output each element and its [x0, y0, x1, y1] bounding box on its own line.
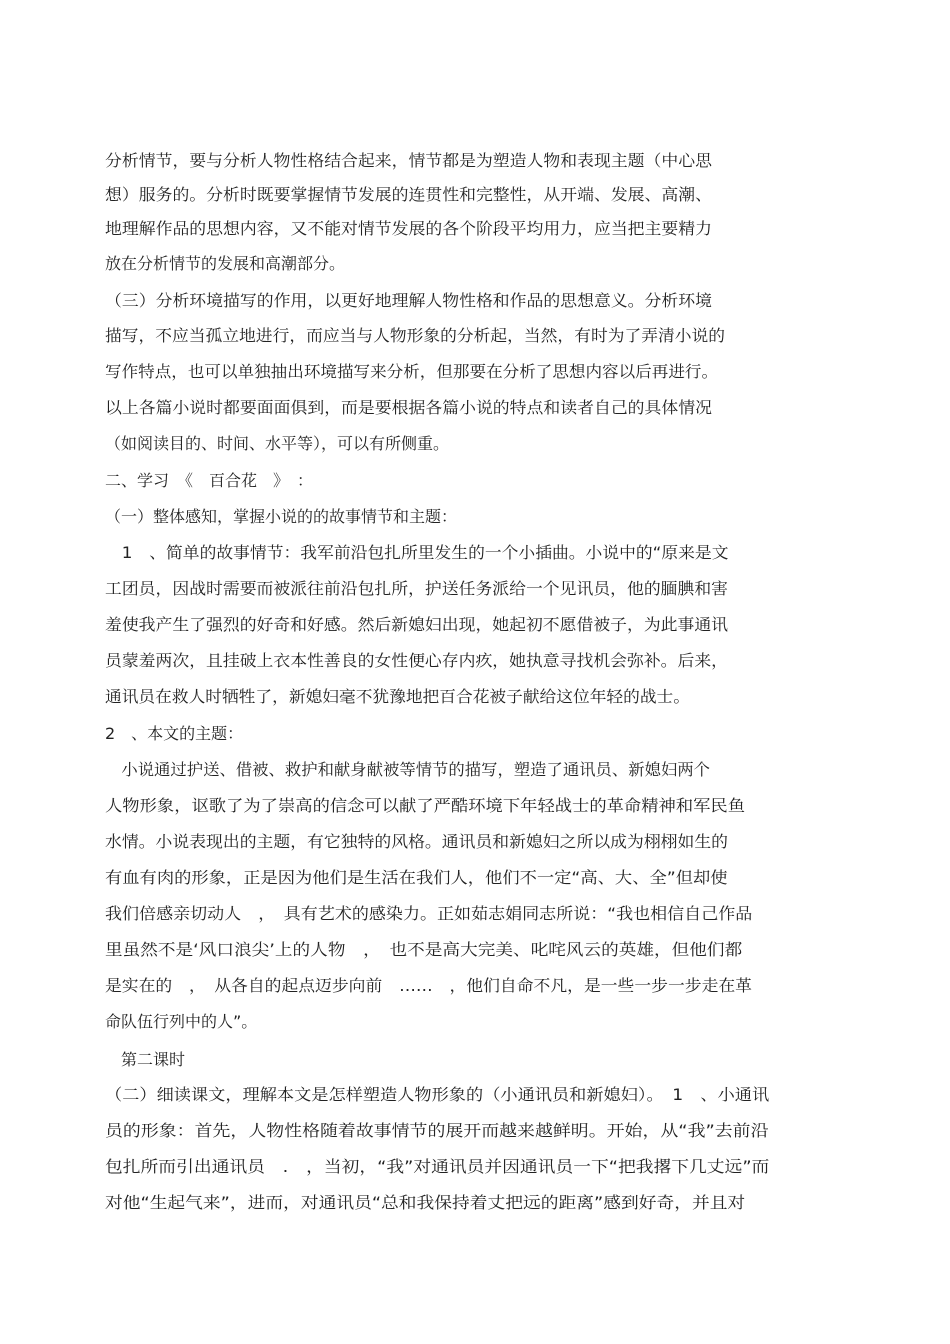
- text-line: 以上各篇小说时都要面面俱到，而是要根据各篇小说的特点和读者自己的具体情况: [105, 398, 713, 417]
- text-line: 写作特点，也可以单独抽出环境描写来分析，但那要在分析了思想内容以后再进行。: [105, 362, 719, 381]
- text-line: 放在分析情节的发展和高潮部分。: [105, 254, 346, 273]
- text-line: 通讯员在救人时牺牲了，新媳妇毫不犹豫地把百合花被子献给这位年轻的战士。: [105, 687, 690, 706]
- text-line: 分析情节，要与分析人物性格结合起来，情节都是为塑造人物和表现主题（中心思: [105, 151, 713, 170]
- lesson-heading: 第二课时: [105, 1050, 186, 1069]
- text-line: 有血有肉的形象，正是因为他们是生活在我们人，他们不一定“高、大、全”但却使: [105, 868, 728, 887]
- text-line: 是实在的 ， 从各自的起点迈步向前 …… ，他们自命不凡，是一些一步一步走在革: [105, 976, 753, 995]
- text-line: 工团员，因战时需要而被派往前沿包扎所，护送任务派给一个见讯员，他的腼腆和害: [105, 579, 729, 598]
- text-line: 员的形象：首先，人物性格随着故事情节的展开而越来越鲜明。开始，从“我”去前沿: [105, 1121, 769, 1140]
- text-line: 我们倍感亲切动人 ， 具有艺术的感染力。正如茹志娟同志所说：“我也相信自己作品: [105, 904, 753, 923]
- text-line: 水情。小说表现出的主题，有它独特的风格。通讯员和新媳妇之所以成为栩栩如生的: [105, 832, 729, 851]
- text-line: 里虽然不是‘风口浪尖’上的人物 ， 也不是高大完美、叱咤风云的英雄，但他们都: [105, 940, 743, 959]
- text-line: 人物形象，讴歌了为了崇高的信念可以献了严酷环境下年轻战士的革命精神和军民鱼: [105, 796, 746, 815]
- text-line: （三）分析环境描写的作用，以更好地理解人物性格和作品的思想意义。分析环境: [105, 291, 713, 310]
- text-line: 小说通过护送、借被、救护和献身献被等情节的描写，塑造了通讯员、新媳妇两个: [105, 760, 711, 779]
- text-line: （如阅读目的、时间、水平等），可以有所侧重。: [105, 434, 450, 453]
- text-line: 命队伍行列中的人”。: [105, 1012, 258, 1031]
- text-line: 包扎所而引出通讯员 . ，当初，“我”对通讯员并因通讯员一下“把我撂下几丈远”而: [105, 1157, 770, 1176]
- text-line: 对他“生起气来”，进而，对通讯员“总和我保持着丈把远的距离”感到好奇，并且对: [105, 1193, 746, 1212]
- text-line: 羞使我产生了强烈的好奇和好感。然后新媳妇出现，她起初不愿借被子，为此事通讯: [105, 615, 729, 634]
- text-line: 地理解作品的思想内容，又不能对情节发展的各个阶段平均用力，应当把主要精力: [105, 219, 713, 238]
- text-line: 1 、简单的故事情节：我军前沿包扎所里发生的一个小插曲。小说中的“原来是文: [105, 543, 729, 562]
- subsection-heading: （一）整体感知，掌握小说的的故事情节和主题：: [105, 507, 458, 526]
- text-line: 员蒙羞两次，且挂破上衣本性善良的女性便心存内疚，她执意寻找机会弥补。后来，: [105, 651, 729, 670]
- section-heading: 二、学习 《 百合花 》 ：: [105, 471, 314, 490]
- subsection-heading: 2 、本文的主题：: [105, 724, 244, 743]
- text-line: 描写，不应当孤立地进行，而应当与人物形象的分析起，当然，有时为了弄清小说的: [105, 326, 726, 345]
- text-line: （二）细读课文，理解本文是怎样塑造人物形象的（小通讯员和新媳妇）。 1 、小通讯: [105, 1085, 770, 1104]
- text-line: 想）服务的。分析时既要掌握情节发展的连贯性和完整性，从开端、发展、高潮、: [105, 185, 713, 204]
